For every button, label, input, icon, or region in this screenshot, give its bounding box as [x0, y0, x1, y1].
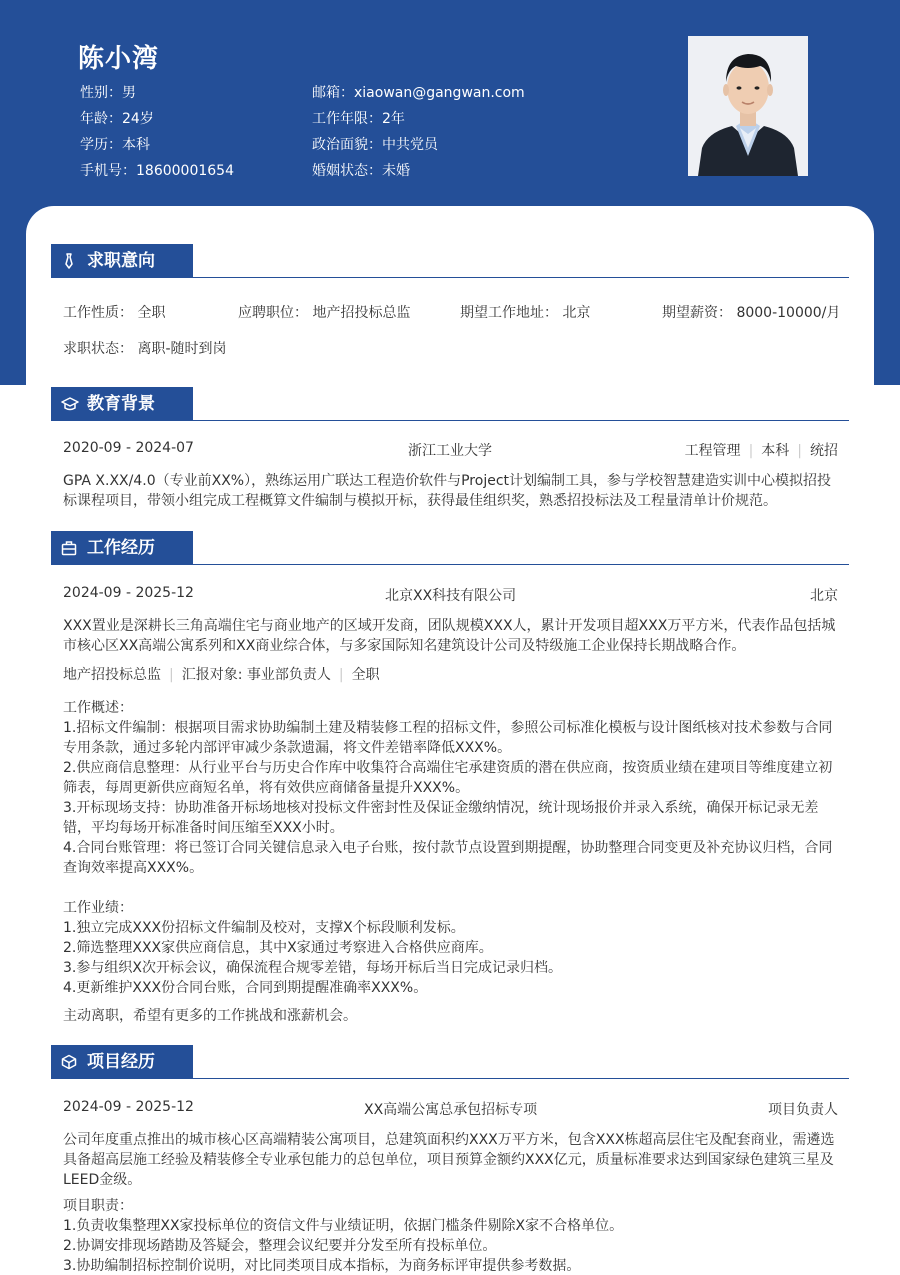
section-work-experience: [51, 531, 849, 565]
section-tab: [51, 387, 193, 421]
person-portrait-icon: [688, 36, 808, 176]
work-company: 北京XX科技有限公司: [385, 588, 517, 604]
section-title-text: 工作经历: [87, 538, 155, 558]
work-type: 全职: [351, 667, 380, 683]
profile-photo: [688, 36, 808, 176]
work-role-meta: 地产招投标总监 | 汇报对象: 事业部负责人 | 全职: [63, 667, 380, 683]
job-salary: 期望薪资： 8000-10000/月: [662, 305, 841, 321]
gender-field: 性别：男: [80, 85, 136, 101]
education-meta: 工程管理 | 本科 | 统招: [684, 443, 838, 459]
section-tab: [51, 531, 193, 565]
work-details: 工作概述： 1.招标文件编制：根据项目需求协助编制土建及精装修工程的招标文件，参照公司标准化模板与设计图纸核对技术参数与合同 专用条款，通过多轮内部评审减少条款遗漏，将文件差错率降低XXX%。 2.供应商信息整理：从行业平台与历史合作库中收集符合高端住宅承建资质的潜在供应商，按资质业绩在建项目等维度建立初 筛表，每周更新供应商短名单，将有效供应商储备量提升XXX%。 3.开标现场支持：协助准备开标场地核对投标文件密封性及保证金缴纳情况，统计现场报价并录入系统，确保开标记录无差 错，平均每场开标准备时间压缩至XXX小时。 4.合同台账管理：将已签订合同关键信息录入电子台账，按付款节点设置到期提醒，协助整理合同变更及补充协议归档，合同 查询效率提高XXX%。 工作业绩： 1.独立完成XXX份招标文件编制及校对，支撑X个标段顺利发标。 2.筛选整理XXX家供应商信息，其中X家通过考察进入合格供应商库。 3.参与组织X次开标会议，确保流程合规零差错，每场开标后当日完成记录归档。 4.更新维护XXX份合同台账，合同到期提醒准确率XXX%。: [63, 700, 833, 996]
education-field: 学历：本科: [80, 137, 150, 153]
education-school: 浙江工业大学: [408, 443, 492, 459]
education-degree: 本科: [761, 443, 790, 459]
briefcase-icon: [61, 540, 77, 556]
project-role: 项目负责人: [768, 1102, 838, 1118]
section-title-text: 求职意向: [87, 251, 155, 271]
project-description: 公司年度重点推出的城市核心区高端精装公寓项目，总建筑面积约XXX万平方米，包含XXX栋超高层住宅及配套商业，需遴选 具备超高层施工经验及精装修全专业承包能力的总包单位，项目预算金额约XXX亿元，质量标准要求达到国家绿色建筑三星及 LEED金级。: [63, 1132, 835, 1188]
education-date: 2020-09 - 2024-07: [63, 440, 194, 456]
section-job-intent: [51, 244, 849, 278]
graduation-cap-icon: [61, 396, 79, 412]
work-date: 2024-09 - 2025-12: [63, 585, 194, 601]
work-role: 地产招投标总监: [63, 667, 161, 683]
section-title-text: 项目经历: [87, 1052, 155, 1072]
phone-field: 手机号：18600001654: [80, 163, 234, 179]
education-description: GPA X.XX/4.0（专业前XX%），熟练运用广联达工程造价软件与Project计划编制工具，参与学校智慧建造实训中心模拟招投 标课程项目，带领小组完成工程概算文件编制与模拟开标，获得最佳组织奖，熟悉招投标法及工程量清单计价规范。: [63, 473, 832, 509]
work-city: 北京: [810, 588, 838, 604]
basic-info-left: [80, 80, 234, 184]
section-tab: [51, 1045, 193, 1079]
education-major: 工程管理: [684, 443, 741, 459]
basic-info-right: [312, 80, 525, 184]
marital-status-field: 婚姻状态：未婚: [312, 163, 410, 179]
job-nature: 工作性质： 全职: [63, 305, 166, 321]
political-status-field: 政治面貌：中共党员: [312, 137, 438, 153]
project-duties: 项目职责： 1.负责收集整理XX家投标单位的资信文件与业绩证明，依据门槛条件剔除X家不合格单位。 2.协调安排现场踏勘及答疑会，整理会议纪要并分发至所有投标单位。 3.协助编制招标控制价说明，对比同类项目成本指标，为商务标评审提供参考数据。: [63, 1198, 624, 1274]
age-field: 年龄：24岁: [80, 111, 154, 127]
job-position: 应聘职位： 地产招投标总监: [238, 305, 411, 321]
section-tab: [51, 244, 193, 278]
education-type: 统招: [810, 443, 838, 459]
section-title-text: 教育背景: [87, 394, 155, 414]
section-education: [51, 387, 849, 421]
job-location: 期望工作地址： 北京: [460, 305, 591, 321]
project-name: XX高端公寓总承包招标专项: [364, 1102, 538, 1118]
cube-icon: [61, 1054, 77, 1070]
tie-icon: [61, 253, 77, 269]
leave-reason: 主动离职，希望有更多的工作挑战和涨薪机会。: [63, 1008, 357, 1024]
project-date: 2024-09 - 2025-12: [63, 1099, 194, 1115]
work-years-field: 工作年限：2年: [312, 111, 405, 127]
candidate-name: 陈小湾: [78, 44, 160, 74]
email-field: 邮箱：xiaowan@gangwan.com: [312, 85, 525, 101]
job-status: 求职状态： 离职-随时到岗: [63, 341, 227, 357]
section-project-experience: [51, 1045, 849, 1079]
work-report: 汇报对象: 事业部负责人: [181, 667, 331, 683]
company-description: XXX置业是深耕长三角高端住宅与商业地产的区域开发商，团队规模XXX人，累计开发项目超XXX万平方米，代表作品包括城 市核心区XX高端公寓系列和XX商业综合体，与多家国际知名建筑设计公司及特级施工企业保持长期战略合作。: [63, 618, 836, 654]
